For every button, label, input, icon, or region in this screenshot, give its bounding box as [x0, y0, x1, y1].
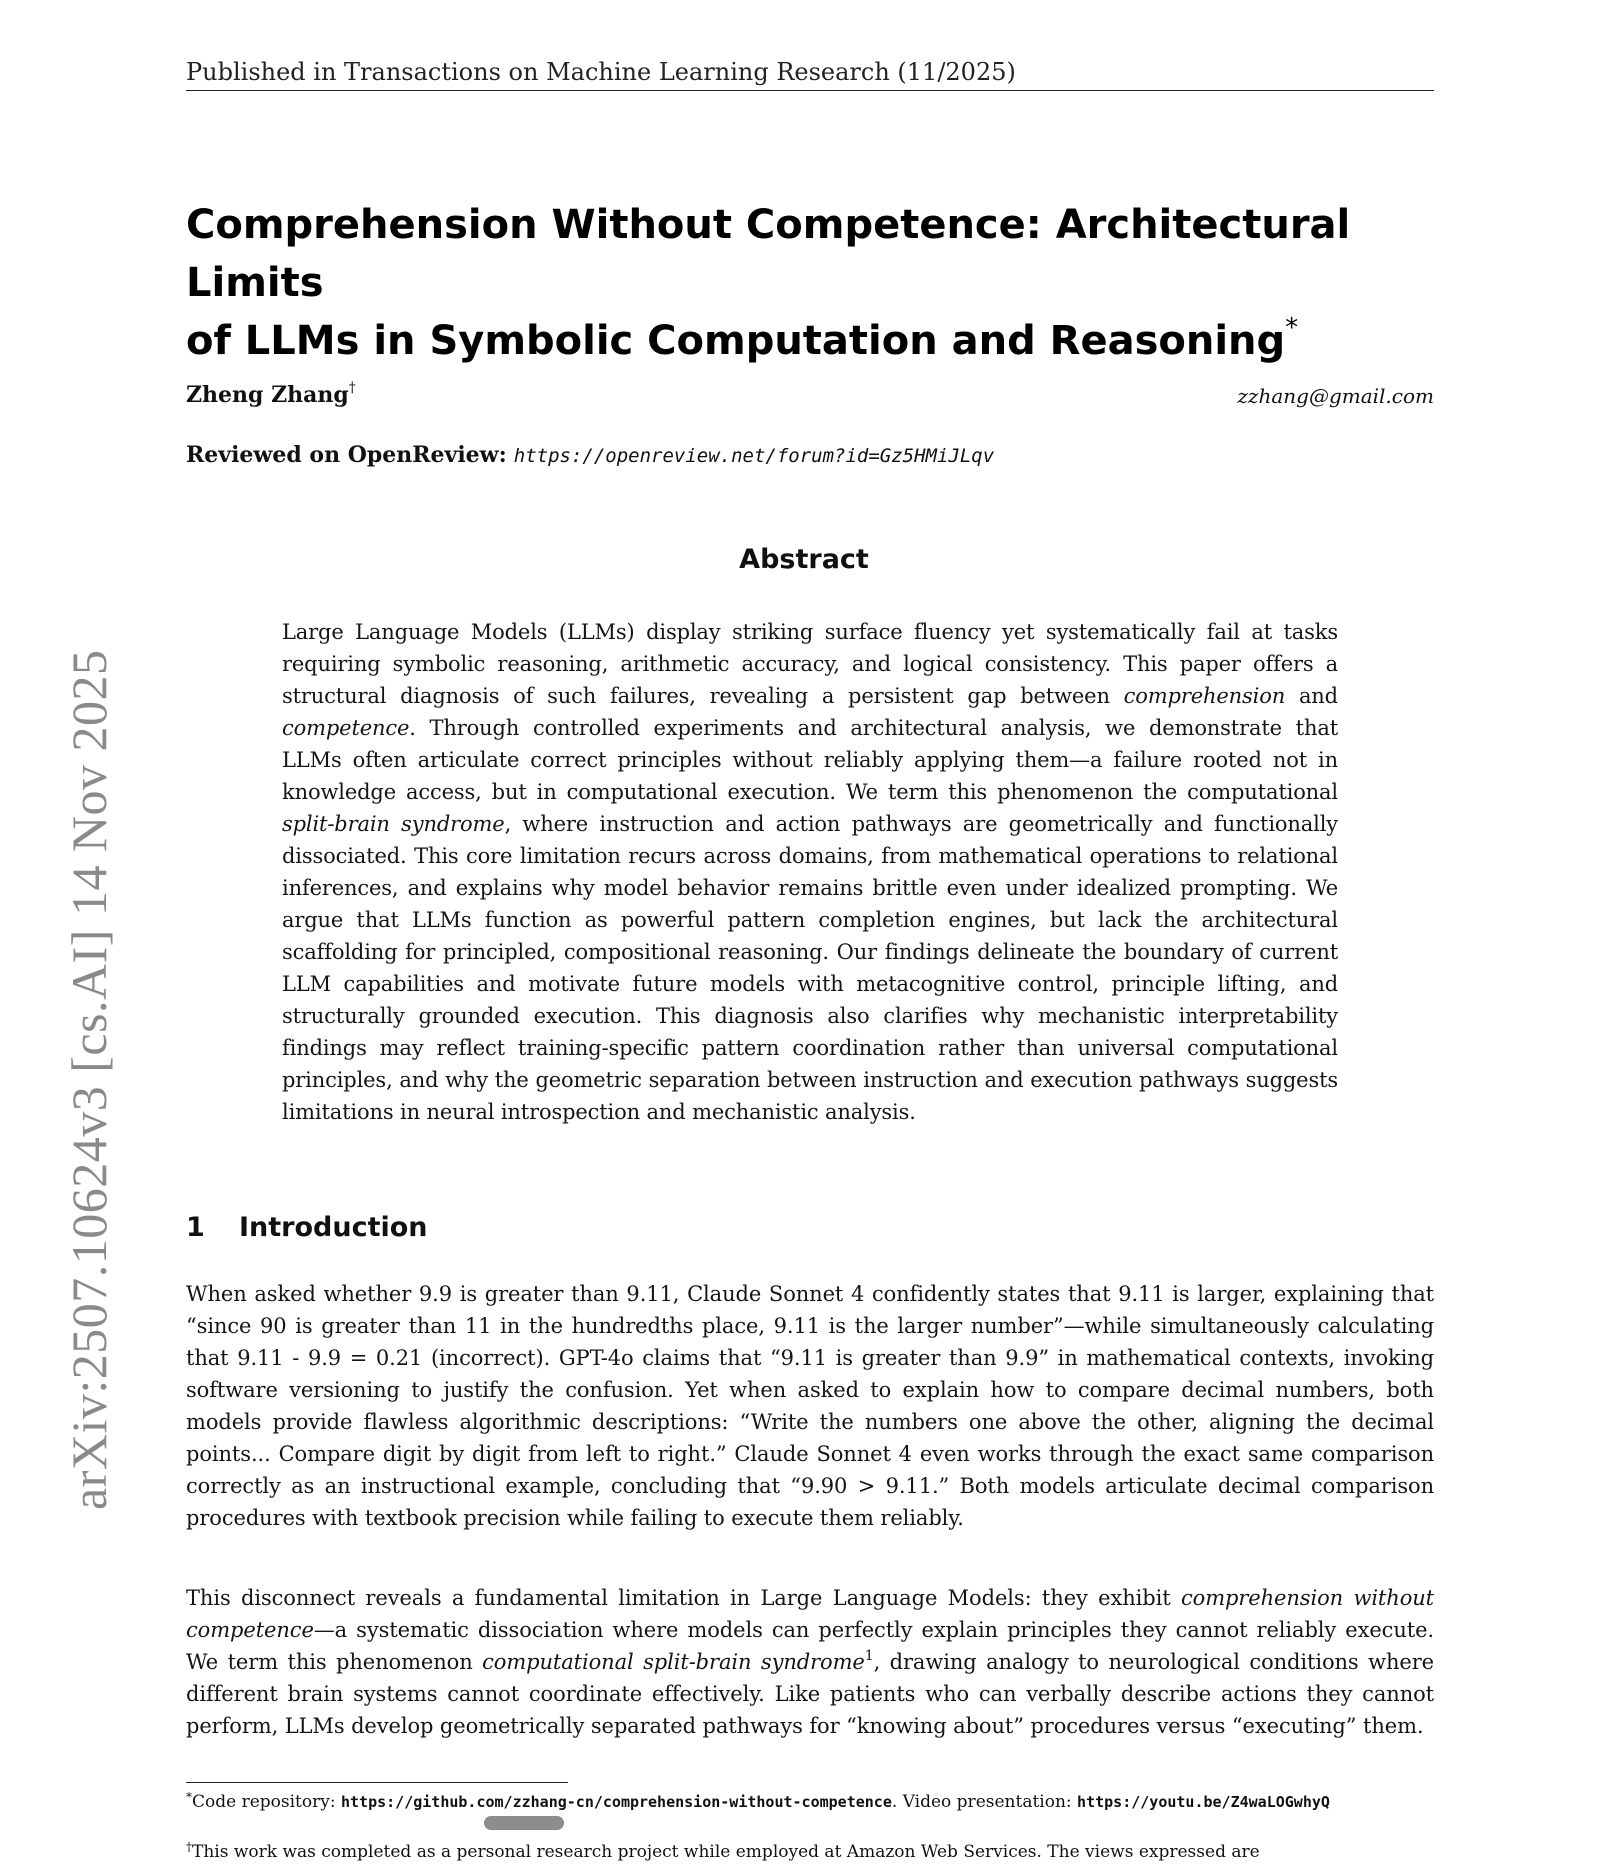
- abstract-em-competence: competence: [282, 716, 410, 740]
- footnote-2-mark: †: [186, 1840, 192, 1854]
- abstract-text-2: and: [1285, 684, 1338, 708]
- abstract-text-1: Large Language Models (LLMs) display striking surface fluency yet systematically fail at tasks requiring symbolic reasoning, arithmetic accuracy, and logical consistency. This paper offers a structural diagnosis of such failures, revealing a persistent gap between: [282, 620, 1338, 708]
- abstract-text-4: , where instruction and action pathways are geometrically and functionally dissociated. This core limitation recurs across domains, from mathematical operations to relational inferences, and explains why model behavior remains brittle even under idealized prompting. We argue that LLMs function as powerful pattern completion engines, but lack the architectural scaffolding for principled, compositional reasoning. Our findings delineate the boundary of current LLM capabilities and motivate future models with metacognitive control, principle lifting, and structurally grounded execution. This diagnosis also clarifies why mechanistic interpretability findings may reflect training-specific pattern coordination rather than universal computational principles, and why the geometric separation between instruction and execution pathways suggests limitations in neural introspection and mechanistic analysis.: [282, 812, 1338, 1124]
- abstract-em-comprehension: comprehension: [1123, 684, 1286, 708]
- section-title: Introduction: [239, 1212, 428, 1243]
- intro-p2-text-c: , drawing analogy to neurological conditions where different brain systems cannot coordinate effectively. Like patients who can verbally describe actions they cannot perform, LLMs develop geometrically separated pathways for “knowing about” procedures versus “executing” them.: [186, 1650, 1434, 1738]
- title-footnote-mark: *: [1285, 313, 1299, 343]
- footnote-ref-1[interactable]: 1: [864, 1648, 874, 1664]
- footnote-affiliation: [186, 1840, 1434, 1864]
- author-name-text: Zheng Zhang: [186, 382, 349, 408]
- title-line-2-text: of LLMs in Symbolic Computation and Reasoning: [186, 318, 1286, 364]
- review-line: [186, 442, 994, 468]
- abstract-heading: Abstract: [739, 544, 869, 575]
- redaction-bar: [484, 1816, 564, 1830]
- abstract-em-split-brain: split-brain syndrome: [282, 812, 505, 836]
- footnote-1-mid: . Video presentation:: [891, 1792, 1078, 1812]
- title-line-2: [186, 312, 1446, 370]
- abstract-text-3: . Through controlled experiments and architectural analysis, we demonstrate that LLMs often articulate correct principles without reliably applying them—a failure rooted not in knowledge access, but in computational execution. We term this phenomenon the computational: [282, 716, 1338, 804]
- intro-p2-em-comprehension: comprehension without competence: [186, 1586, 1434, 1642]
- footnote-code-repository: [186, 1790, 1434, 1814]
- arxiv-stamp: arXiv:2507.10624v3 [cs.AI] 14 Nov 2025: [61, 649, 117, 1510]
- intro-p2-text-b: —a systematic dissociation where models can perfectly explain principles they cannot reliably execute. We term this phenomenon: [186, 1618, 1434, 1674]
- video-link[interactable]: https://youtu.be/Z4waLOGwhyQ: [1077, 1793, 1330, 1811]
- footnote-1-mark: *: [186, 1790, 192, 1804]
- intro-paragraph-2: [186, 1582, 1434, 1742]
- section-number: 1: [186, 1212, 205, 1243]
- header-rule: [186, 90, 1434, 91]
- intro-paragraph-1: When asked whether 9.9 is greater than 9.11, Claude Sonnet 4 confidently states that 9.11 is larger, explaining that “since 90 is greater than 11 in the hundredths place, 9.11 is the larger number”—while simultaneously calculating that 9.11 - 9.9 = 0.21 (incorrect). GPT-4o claims that “9.11 is greater than 9.9” in mathematical contexts, invoking software versioning to justify the confusion. Yet when asked to explain how to compare decimal numbers, both models provide flawless algorithmic descriptions: “Write the numbers one above the other, aligning the decimal points... Compare digit by digit from left to right.” Claude Sonnet 4 even works through the exact same comparison correctly as an instructional example, concluding that “9.90 > 9.11.” Both models articulate decimal comparison procedures with textbook precision while failing to execute them reliably.: [186, 1282, 1434, 1530]
- paper-title: [186, 196, 1446, 370]
- author-name: [186, 382, 356, 408]
- footnote-rule: [186, 1782, 568, 1783]
- running-header: Published in Transactions on Machine Learning Research (11/2025): [186, 58, 1016, 86]
- title-line-1: Comprehension Without Competence: Architectural Limits: [186, 202, 1351, 306]
- repository-link[interactable]: https://github.com/zzhang-cn/comprehension-without-competence: [340, 1793, 892, 1811]
- footnote-2-text: This work was completed as a personal research project while employed at Amazon Web Services. The views expressed are: [192, 1842, 1260, 1862]
- review-label: Reviewed on OpenReview:: [186, 442, 507, 468]
- author-email[interactable]: zzhang@gmail.com: [1237, 384, 1434, 408]
- footnote-1-label: Code repository:: [192, 1792, 341, 1812]
- abstract-body: [282, 616, 1338, 1128]
- section-heading: [186, 1212, 428, 1243]
- author-footnote-mark: †: [348, 380, 356, 396]
- intro-p2-em-split-brain: computational split-brain syndrome: [482, 1650, 865, 1674]
- openreview-link[interactable]: https://openreview.net/forum?id=Gz5HMiJLqv: [513, 445, 995, 467]
- intro-p2-text-a: This disconnect reveals a fundamental limitation in Large Language Models: they exhibit: [186, 1586, 1181, 1610]
